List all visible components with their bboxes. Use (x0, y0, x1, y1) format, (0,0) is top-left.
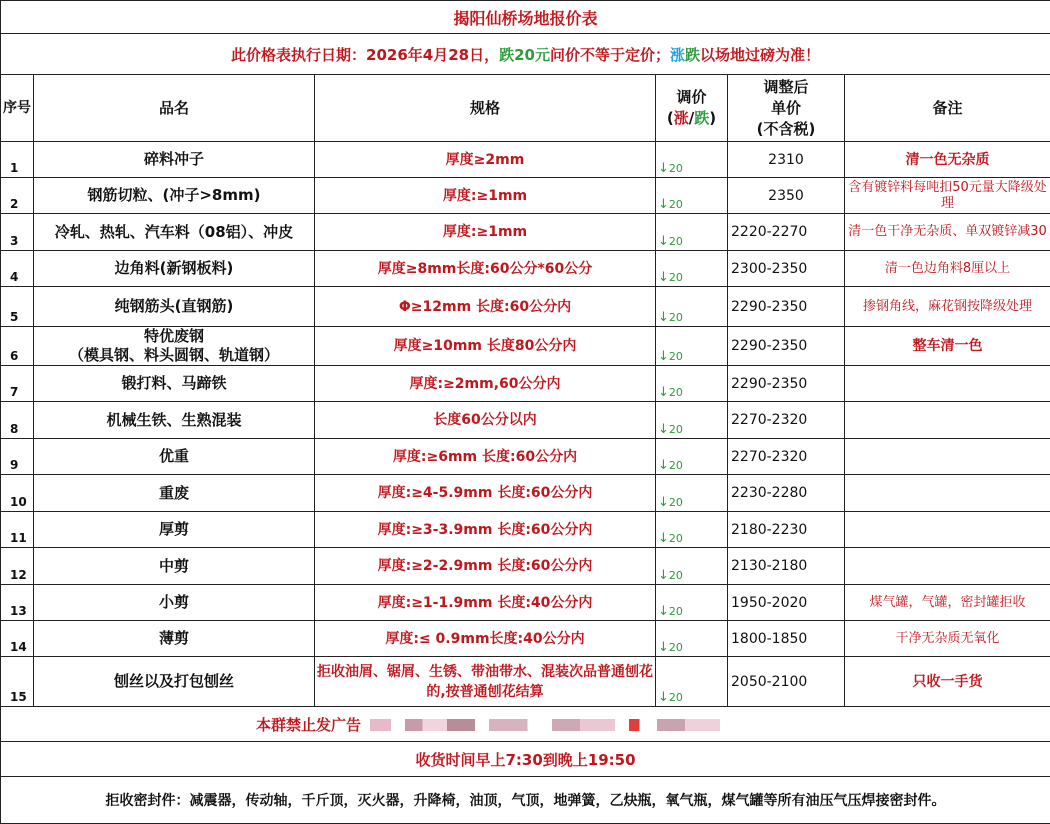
row-price: 2310 (728, 142, 845, 178)
row-spec: 长度60公分以内 (315, 402, 656, 439)
row-adjust (656, 512, 728, 548)
row-adjust-value: 20 (669, 459, 683, 472)
row-name: 冷轧、热轧、汽车料（08铝）、冲皮 (34, 214, 315, 251)
row-adjust (656, 402, 728, 439)
table-row (1, 366, 1050, 402)
row-adjust-value: 20 (669, 496, 683, 509)
row-price: 2230-2280 (728, 475, 845, 512)
header-row (1, 75, 1050, 142)
ad-notice-text: 本群禁止发广告 (256, 716, 361, 734)
row-adjust-value: 20 (669, 311, 683, 324)
row-name: 边角料(新钢板料) (34, 251, 315, 287)
row-note: 干净无杂质无氧化 (845, 621, 1050, 657)
table-row (1, 548, 1050, 585)
blurred-contact (370, 719, 720, 731)
row-note (845, 475, 1050, 512)
row-note (845, 366, 1050, 402)
row-price: 2130-2180 (728, 548, 845, 585)
row-note (845, 402, 1050, 439)
row-adjust (656, 142, 728, 178)
row-spec: 厚度:≥2-2.9mm 长度:60公分内 (315, 548, 656, 585)
notice-date: 此价格表执行日期：2026年4月28日， (231, 46, 499, 64)
row-name: 重废 (34, 475, 315, 512)
row-note: 掺钢角线，麻花钢按降级处理 (845, 287, 1050, 327)
row-seq: 1 (1, 142, 34, 178)
row-adjust (656, 287, 728, 327)
row-seq: 4 (1, 251, 34, 287)
row-spec: 厚度≥2mm (315, 142, 656, 178)
table-row (1, 287, 1050, 327)
row-price: 2300-2350 (728, 251, 845, 287)
header-note: 备注 (845, 75, 1050, 142)
notice-quote: 问价不等于定价； (550, 46, 670, 64)
sheet-title: 揭阳仙桥场地报价表 (1, 1, 1050, 34)
row-note: 清一色边角料8厘以上 (845, 251, 1050, 287)
row-note: 只收一手货 (845, 657, 1050, 707)
row-note: 清一色干净无杂质、单双镀锌减30 (845, 214, 1050, 251)
row-adjust (656, 178, 728, 214)
row-seq: 3 (1, 214, 34, 251)
row-seq: 10 (1, 475, 34, 512)
row-name: 特优废钢 （模具钢、料头圆钢、轨道钢） (34, 327, 315, 366)
row-adjust (656, 475, 728, 512)
row-name: 中剪 (34, 548, 315, 585)
row-price: 1950-2020 (728, 585, 845, 621)
row-name: 钢筋切粒、(冲子>8mm) (34, 178, 315, 214)
row-name: 锻打料、马蹄铁 (34, 366, 315, 402)
notice-down: 跌 (685, 46, 700, 64)
row-seq: 14 (1, 621, 34, 657)
row-adjust (656, 214, 728, 251)
row-seq: 15 (1, 657, 34, 707)
down-arrow-icon: ↓ (658, 422, 669, 437)
row-spec: 厚度≥10mm 长度80公分内 (315, 327, 656, 366)
row-spec: 厚度:≥3-3.9mm 长度:60公分内 (315, 512, 656, 548)
header-name: 品名 (34, 75, 315, 142)
row-spec: 厚度:≥1mm (315, 178, 656, 214)
row-seq: 13 (1, 585, 34, 621)
down-arrow-icon: ↓ (658, 604, 669, 619)
down-arrow-icon: ↓ (658, 161, 669, 176)
row-price: 2180-2230 (728, 512, 845, 548)
row-adjust-value: 20 (669, 532, 683, 545)
row-spec: 厚度≥8mm长度:60公分*60公分 (315, 251, 656, 287)
down-arrow-icon: ↓ (658, 197, 669, 212)
table-row (1, 142, 1050, 178)
table-row (1, 327, 1050, 366)
rejected-items-notice: 拒收密封件：减震器，传动轴，千斤顶，灭火器，升降椅，油顶，气顶，地弹簧，乙炔瓶，氧气瓶，煤气罐等所有油压气压焊接密封件。 (1, 777, 1050, 824)
row-spec: 厚度:≥2mm,60公分内 (315, 366, 656, 402)
header-adjust (656, 75, 728, 142)
down-arrow-icon: ↓ (658, 458, 669, 473)
row-name: 刨丝以及打包刨丝 (34, 657, 315, 707)
row-adjust-value: 20 (669, 198, 683, 211)
row-spec: 厚度:≥1mm (315, 214, 656, 251)
row-price: 2290-2350 (728, 366, 845, 402)
notice-drop: 跌20元 (499, 46, 550, 64)
row-seq: 6 (1, 327, 34, 366)
ad-notice (1, 707, 1050, 742)
row-spec: 厚度:≥6mm 长度:60公分内 (315, 439, 656, 475)
down-arrow-icon: ↓ (658, 385, 669, 400)
row-seq: 5 (1, 287, 34, 327)
row-adjust (656, 366, 728, 402)
table-row (1, 251, 1050, 287)
header-price: 调整后 单价 (不含税) (728, 75, 845, 142)
down-arrow-icon: ↓ (658, 270, 669, 285)
row-adjust (656, 439, 728, 475)
receiving-hours: 收货时间早上7:30到晚上19:50 (1, 742, 1050, 777)
row-price: 2220-2270 (728, 214, 845, 251)
notice-weigh: 以场地过磅为准！ (700, 46, 820, 64)
table-row (1, 439, 1050, 475)
header-seq: 序号 (1, 75, 34, 142)
row-note: 含有镀锌料每吨扣50元量大降级处理 (845, 178, 1050, 214)
row-name: 碎料冲子 (34, 142, 315, 178)
row-adjust (656, 548, 728, 585)
down-arrow-icon: ↓ (658, 495, 669, 510)
row-adjust-value: 20 (669, 386, 683, 399)
table-row (1, 512, 1050, 548)
row-spec: 厚度:≥4-5.9mm 长度:60公分内 (315, 475, 656, 512)
row-note: 煤气罐，气罐，密封罐拒收 (845, 585, 1050, 621)
down-arrow-icon: ↓ (658, 234, 669, 249)
row-adjust-value: 20 (669, 350, 683, 363)
header-spec: 规格 (315, 75, 656, 142)
row-note (845, 439, 1050, 475)
row-seq: 2 (1, 178, 34, 214)
down-arrow-icon: ↓ (658, 349, 669, 364)
row-price: 1800-1850 (728, 621, 845, 657)
row-name: 薄剪 (34, 621, 315, 657)
row-seq: 9 (1, 439, 34, 475)
row-note (845, 548, 1050, 585)
row-seq: 12 (1, 548, 34, 585)
row-adjust (656, 251, 728, 287)
row-adjust (656, 621, 728, 657)
row-spec: 厚度:≥1-1.9mm 长度:40公分内 (315, 585, 656, 621)
row-note (845, 512, 1050, 548)
row-spec: 拒收油屑、锯屑、生锈、带油带水、混装次品普通刨花的,按普通刨花结算 (315, 657, 656, 707)
row-adjust (656, 657, 728, 707)
table-row (1, 402, 1050, 439)
table-row (1, 621, 1050, 657)
table-row (1, 585, 1050, 621)
header-adjust-sub: (涨/跌) (658, 108, 725, 129)
down-arrow-icon: ↓ (658, 690, 669, 705)
row-price: 2290-2350 (728, 327, 845, 366)
row-price: 2050-2100 (728, 657, 845, 707)
down-arrow-icon: ↓ (658, 310, 669, 325)
row-adjust-value: 20 (669, 605, 683, 618)
row-adjust-value: 20 (669, 162, 683, 175)
row-name: 优重 (34, 439, 315, 475)
down-arrow-icon: ↓ (658, 531, 669, 546)
row-seq: 7 (1, 366, 34, 402)
table-row (1, 178, 1050, 214)
row-price: 2290-2350 (728, 287, 845, 327)
row-seq: 8 (1, 402, 34, 439)
header-adjust-label: 调价 (658, 87, 725, 108)
row-name: 机械生铁、生熟混装 (34, 402, 315, 439)
row-adjust-value: 20 (669, 691, 683, 704)
row-spec: Φ≥12mm 长度:60公分内 (315, 287, 656, 327)
execution-notice (1, 34, 1050, 75)
row-adjust-value: 20 (669, 235, 683, 248)
row-adjust (656, 585, 728, 621)
row-adjust-value: 20 (669, 569, 683, 582)
row-price: 2350 (728, 178, 845, 214)
row-seq: 11 (1, 512, 34, 548)
row-note: 整车清一色 (845, 327, 1050, 366)
row-adjust-value: 20 (669, 423, 683, 436)
down-arrow-icon: ↓ (658, 640, 669, 655)
row-spec: 厚度:≤ 0.9mm长度:40公分内 (315, 621, 656, 657)
table-row (1, 657, 1050, 707)
table-row (1, 214, 1050, 251)
row-price: 2270-2320 (728, 439, 845, 475)
row-note: 清一色无杂质 (845, 142, 1050, 178)
row-adjust (656, 327, 728, 366)
row-adjust-value: 20 (669, 641, 683, 654)
row-adjust-value: 20 (669, 271, 683, 284)
row-name: 纯钢筋头(直钢筋) (34, 287, 315, 327)
row-name: 小剪 (34, 585, 315, 621)
row-name: 厚剪 (34, 512, 315, 548)
table-row (1, 475, 1050, 512)
down-arrow-icon: ↓ (658, 568, 669, 583)
notice-up: 涨 (670, 46, 685, 64)
row-price: 2270-2320 (728, 402, 845, 439)
